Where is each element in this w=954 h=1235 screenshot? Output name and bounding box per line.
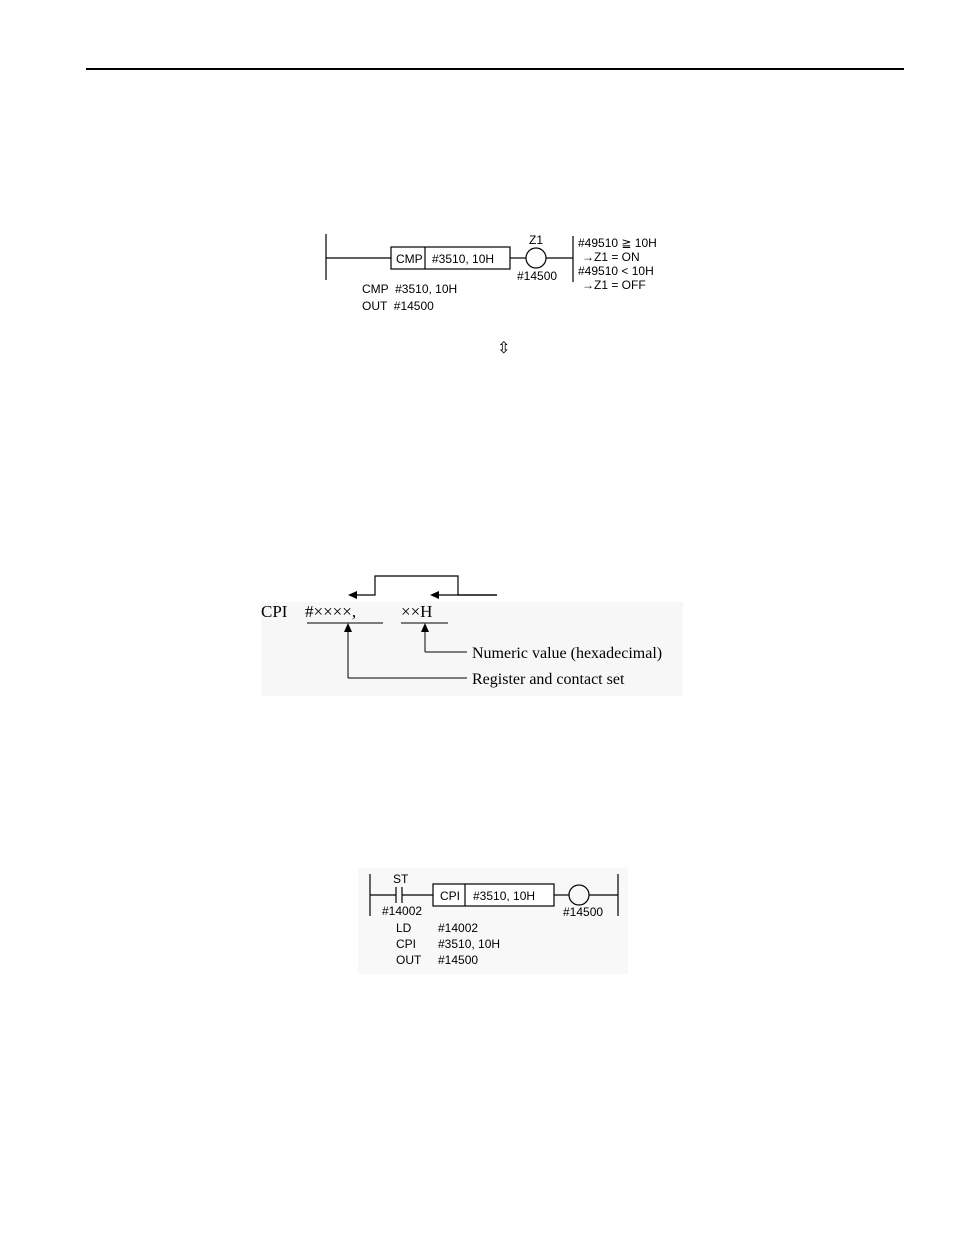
contact-address: #14002 (382, 904, 423, 918)
cpi-ladder-figure (358, 868, 628, 974)
mnemonic-op: OUT (396, 953, 422, 967)
cmp-ladder-figure (316, 226, 676, 322)
cpi-instruction-name: CPI (261, 602, 288, 621)
header-rule (86, 68, 904, 70)
mnemonic-arg: #14002 (438, 921, 479, 935)
mnemonic-op: CPI (396, 937, 417, 951)
coil-address: #14500 (563, 905, 604, 919)
cpi-value-operand: ××H (401, 602, 433, 621)
result-line: #49510 < 10H (578, 264, 654, 278)
value-label: Numeric value (hexadecimal) (472, 645, 663, 662)
cpi-register-operand: #××××, (305, 602, 357, 621)
cpi-operand: #3510, 10H (473, 889, 536, 903)
cpi-instruction-name: CPI (440, 889, 461, 903)
contact-label: ST (393, 872, 409, 886)
mnemonic-op: LD (396, 921, 412, 935)
result-line: →Z1 = OFF (582, 278, 646, 292)
result-line: →Z1 = ON (582, 250, 640, 264)
mnemonic-arg: #14500 (438, 953, 479, 967)
result-line: #49510 ≧ 10H (578, 236, 657, 250)
register-label: Register and contact set (472, 671, 625, 688)
cpi-format-figure (255, 570, 685, 700)
coil-address: #14500 (517, 269, 558, 283)
cmp-operand: #3510, 10H (432, 252, 495, 266)
cmp-instruction-name: CMP (396, 252, 423, 266)
mnemonic-line: OUT #14500 (362, 299, 434, 313)
coil-label: Z1 (529, 233, 544, 247)
mnemonic-arg: #3510, 10H (438, 937, 501, 951)
up-down-arrow-icon: ⇳ (497, 338, 511, 357)
mnemonic-line: CMP #3510, 10H (362, 282, 458, 296)
